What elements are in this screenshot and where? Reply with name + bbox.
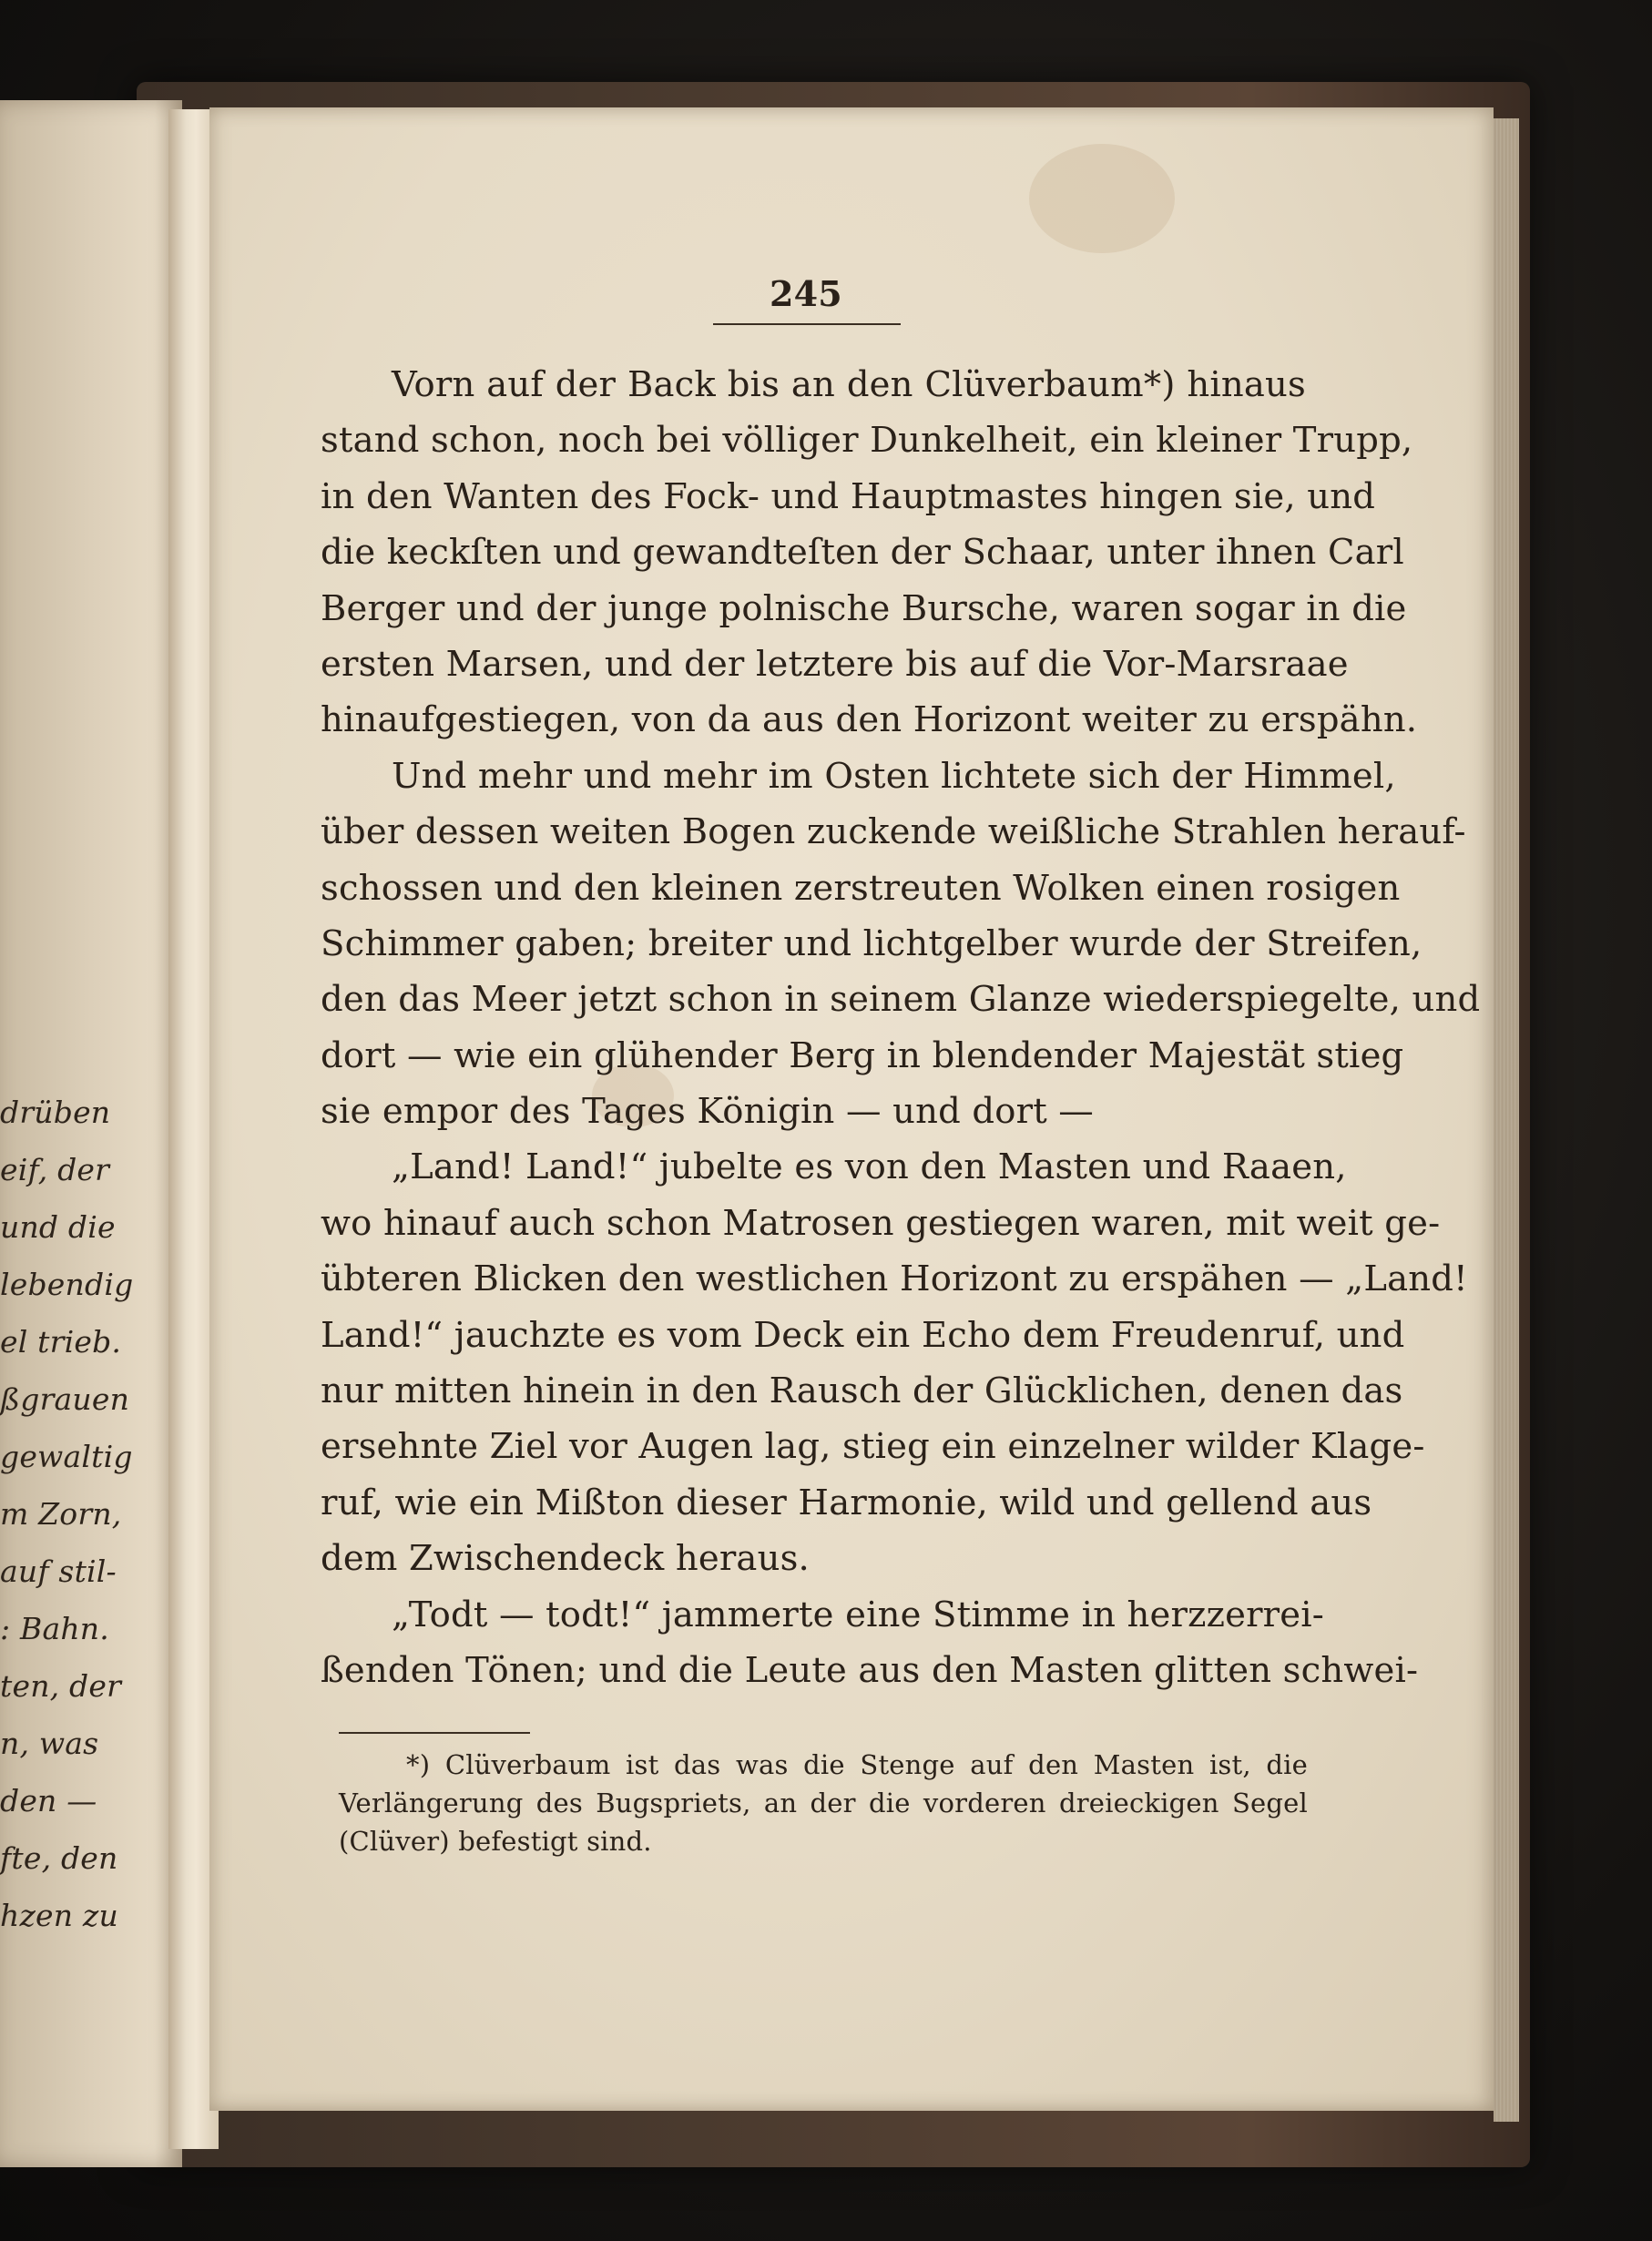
text-line: ruf, wie ein Mißton dieser Harmonie, wild und gellend aus — [321, 1482, 1372, 1523]
footnote-rule — [339, 1732, 530, 1734]
text-line: den das Meer jetzt schon in seinem Glanze wiederspiegelte, und — [321, 979, 1481, 1021]
body-text — [321, 357, 1481, 1698]
text-line: in den Wanten des Fock- und Hauptmastes hingen sie, und — [321, 475, 1376, 517]
left-page-fragment: drüben — [0, 1095, 111, 1130]
text-line: dem Zwischendeck heraus. — [321, 1538, 810, 1580]
page-edges — [1494, 118, 1519, 2122]
text-line: schossen und den kleinen zerstreuten Wolken einen rosigen — [321, 867, 1401, 909]
text-line: Schimmer gaben; breiter und lichtgelber wurde der Streifen, — [321, 922, 1423, 964]
left-page-fragment: ten, der — [0, 1668, 122, 1704]
page-number: 245 — [770, 273, 842, 314]
left-page-fragment: hzen zu — [0, 1898, 118, 1933]
text-line: übteren Blicken den westlichen Horizont zu erspähen — „Land! — [321, 1258, 1468, 1300]
text-line: Vorn auf der Back bis an den Clüverbaum*) hinaus — [392, 364, 1306, 405]
text-line: stand schon, noch bei völliger Dunkelheit, ein kleiner Trupp, — [321, 420, 1413, 462]
text-line: über dessen weiten Bogen zuckende weißliche Strahlen herauf- — [321, 811, 1466, 853]
footnote-line: *) Clüverbaum ist das was die Stenge auf den Masten ist, die — [406, 1749, 1308, 1780]
left-page-text-fragments — [0, 1084, 134, 1944]
left-page-fragment: auf stil- — [0, 1553, 117, 1589]
footnote — [339, 1746, 1308, 1860]
left-page-fragment: den — — [0, 1783, 97, 1818]
footnote-line: Verlängerung des Bugspriets, an der die vorderen dreieckigen Segel — [339, 1788, 1308, 1818]
left-page-fragment: ßgrauen — [0, 1381, 130, 1417]
left-page-fragment: eif, der — [0, 1152, 110, 1187]
text-line: dort — wie ein glühender Berg in blendender Majestät stieg — [321, 1034, 1404, 1076]
text-line: Und mehr und mehr im Osten lichtete sich der Himmel, — [392, 755, 1396, 797]
text-line: Land!“ jauchzte es vom Deck ein Echo dem Freudenruf, und — [321, 1314, 1405, 1356]
text-line: Berger und der junge polnische Bursche, waren sogar in die — [321, 587, 1407, 629]
text-line: hinaufgestiegen, von da aus den Horizont weiter zu erspähn. — [321, 699, 1418, 741]
text-line: nur mitten hinein in den Rausch der Glücklichen, denen das — [321, 1370, 1403, 1412]
text-line: wo hinauf auch schon Matrosen gestiegen waren, mit weit ge- — [321, 1202, 1441, 1244]
text-line: ßenden Tönen; und die Leute aus den Masten glitten schwei- — [321, 1649, 1419, 1691]
text-line: sie empor des Tages Königin — und dort — — [321, 1091, 1095, 1133]
text-line: ersehnte Ziel vor Augen lag, stieg ein einzelner wilder Klage- — [321, 1426, 1425, 1468]
header-rule — [713, 323, 901, 325]
text-line: „Todt — todt!“ jammerte eine Stimme in herzzerrei- — [392, 1594, 1324, 1635]
left-page — [0, 100, 182, 2167]
left-page-fragment: lebendig — [0, 1267, 134, 1302]
text-line: ersten Marsen, und der letztere bis auf die Vor-Marsraae — [321, 643, 1349, 685]
text-line: die keckſten und gewandteſten der Schaar, unter ihnen Carl — [321, 532, 1404, 574]
left-page-fragment: el trieb. — [0, 1324, 122, 1360]
text-line: „Land! Land!“ jubelte es von den Masten und Raaen, — [392, 1146, 1347, 1188]
left-page-fragment: m Zorn, — [0, 1496, 122, 1532]
left-page-fragment: gewaltig — [0, 1439, 133, 1474]
left-page-fragment: : Bahn. — [0, 1611, 109, 1646]
footnote-line: (Clüver) befestigt sind. — [339, 1826, 652, 1857]
left-page-fragment: fte, den — [0, 1840, 118, 1876]
left-page-fragment: und die — [0, 1209, 116, 1245]
left-page-fragment: n, was — [0, 1726, 99, 1761]
